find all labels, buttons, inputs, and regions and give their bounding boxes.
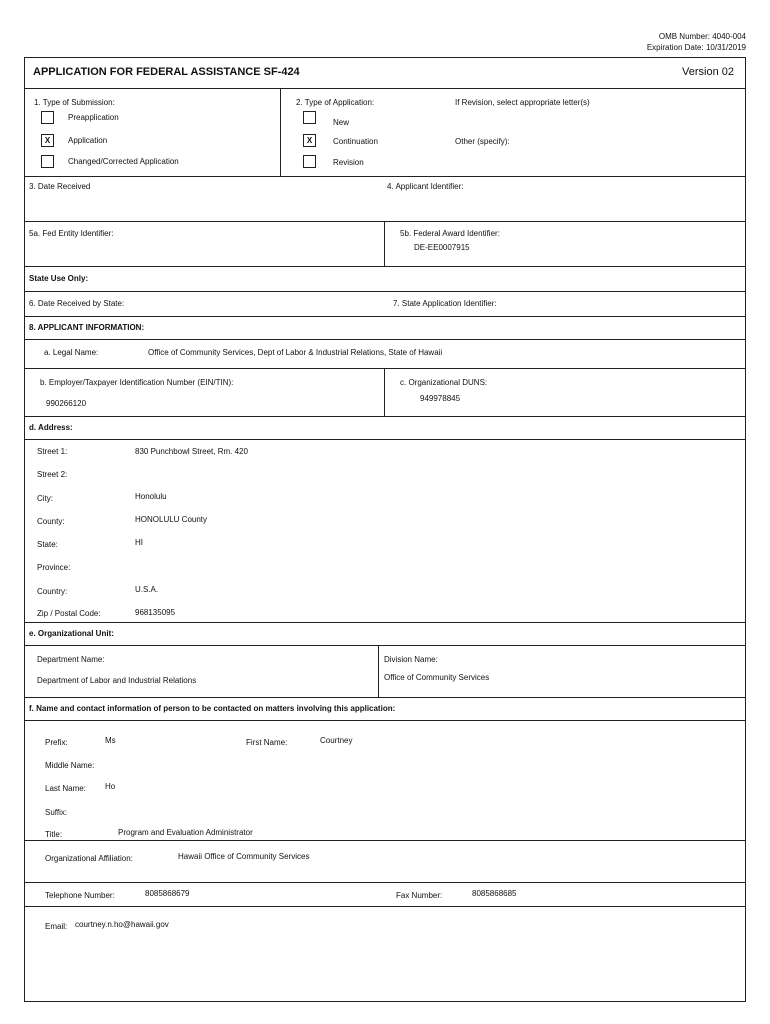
city-value: Honolulu — [135, 492, 167, 501]
country-label: Country: — [37, 587, 68, 596]
divider — [24, 697, 746, 698]
legal-name-value: Office of Community Services, Dept of Labor & Industrial Relations, State of Hawaii — [148, 348, 443, 357]
revision-letter-label: If Revision, select appropriate letter(s) — [455, 98, 590, 107]
other-specify-label: Other (specify): — [455, 137, 510, 146]
telephone-value: 8085868679 — [145, 889, 190, 898]
suffix-label: Suffix: — [45, 808, 68, 817]
street1-value: 830 Punchbowl Street, Rm. 420 — [135, 447, 248, 456]
ein-label: b. Employer/Taxpayer Identification Number (EIN/TIN): — [40, 378, 234, 387]
first-name-label: First Name: — [246, 738, 288, 747]
title-value: Program and Evaluation Administrator — [118, 828, 253, 837]
prefix-value: Ms — [105, 736, 116, 745]
state-label: State: — [37, 540, 58, 549]
first-name-value: Courtney — [320, 736, 353, 745]
country-value: U.S.A. — [135, 585, 159, 594]
street2-label: Street 2: — [37, 470, 68, 479]
divider — [24, 316, 746, 317]
column-divider — [384, 368, 385, 416]
division-label: Division Name: — [384, 655, 438, 664]
divider — [24, 266, 746, 267]
divider — [24, 840, 746, 841]
column-divider — [378, 645, 379, 697]
department-label: Department Name: — [37, 655, 105, 664]
application-checkbox[interactable]: X — [41, 134, 54, 147]
email-value: courtney.n.ho@hawaii.gov — [75, 920, 169, 929]
province-label: Province: — [37, 563, 71, 572]
divider — [24, 416, 746, 417]
org-unit-heading: e. Organizational Unit: — [29, 629, 114, 638]
division-value: Office of Community Services — [384, 673, 490, 682]
date-received-label: 3. Date Received — [29, 182, 91, 191]
city-label: City: — [37, 494, 53, 503]
affiliation-label: Organizational Affiliation: — [45, 854, 133, 863]
street1-label: Street 1: — [37, 447, 68, 456]
state-value: HI — [135, 538, 143, 547]
fed-award-label: 5b. Federal Award Identifier: — [400, 229, 500, 238]
county-label: County: — [37, 517, 65, 526]
divider — [24, 622, 746, 623]
application-type-label: 2. Type of Application: — [296, 98, 375, 107]
submission-type-label: 1. Type of Submission: — [34, 98, 115, 107]
divider — [24, 645, 746, 646]
preapplication-label: Preapplication — [68, 113, 119, 122]
department-value: Department of Labor and Industrial Relations — [37, 676, 197, 685]
divider — [24, 291, 746, 292]
middle-name-label: Middle Name: — [45, 761, 95, 770]
applicant-info-heading: 8. APPLICANT INFORMATION: — [29, 323, 145, 332]
omb-number: OMB Number: 4040-004 — [658, 32, 746, 41]
column-divider — [384, 221, 385, 266]
contact-heading: f. Name and contact information of person to be contacted on matters involving this application: — [29, 704, 396, 713]
divider — [24, 368, 746, 369]
fed-award-value: DE-EE0007915 — [414, 243, 470, 252]
revision-label: Revision — [333, 158, 364, 167]
divider — [24, 720, 746, 721]
changed-application-label: Changed/Corrected Application — [68, 157, 179, 166]
form-version: Version 02 — [682, 66, 734, 78]
address-heading: d. Address: — [29, 423, 73, 432]
fax-value: 8085868685 — [472, 889, 517, 898]
divider — [24, 339, 746, 340]
legal-name-label: a. Legal Name: — [44, 348, 99, 357]
last-name-value: Ho — [105, 782, 116, 791]
revision-checkbox[interactable] — [303, 155, 316, 168]
fax-label: Fax Number: — [396, 891, 443, 900]
divider — [24, 88, 746, 89]
zip-label: Zip / Postal Code: — [37, 609, 101, 618]
preapplication-checkbox[interactable] — [41, 111, 54, 124]
fed-entity-label: 5a. Fed Entity Identifier: — [29, 229, 114, 238]
last-name-label: Last Name: — [45, 784, 86, 793]
duns-label: c. Organizational DUNS: — [400, 378, 488, 387]
telephone-label: Telephone Number: — [45, 891, 115, 900]
divider — [24, 906, 746, 907]
divider — [24, 882, 746, 883]
changed-application-checkbox[interactable] — [41, 155, 54, 168]
expiration-date: Expiration Date: 10/31/2019 — [646, 43, 746, 52]
state-app-id-label: 7. State Application Identifier: — [393, 299, 497, 308]
divider — [24, 176, 746, 177]
new-checkbox[interactable] — [303, 111, 316, 124]
duns-value: 949978845 — [420, 394, 461, 403]
ein-value: 990266120 — [46, 399, 87, 408]
county-value: HONOLULU County — [135, 515, 208, 524]
title-label: Title: — [45, 830, 63, 839]
divider — [24, 221, 746, 222]
continuation-label: Continuation — [333, 137, 378, 146]
state-date-label: 6. Date Received by State: — [29, 299, 125, 308]
email-label: Email: — [45, 922, 68, 931]
prefix-label: Prefix: — [45, 738, 68, 747]
new-label: New — [333, 118, 350, 127]
state-use-heading: State Use Only: — [29, 274, 89, 283]
form-title: APPLICATION FOR FEDERAL ASSISTANCE SF-424 — [33, 66, 300, 78]
zip-value: 968135095 — [135, 608, 176, 617]
affiliation-value: Hawaii Office of Community Services — [178, 852, 310, 861]
divider — [24, 439, 746, 440]
applicant-identifier-label: 4. Applicant Identifier: — [387, 182, 464, 191]
application-label: Application — [68, 136, 108, 145]
column-divider — [280, 88, 281, 176]
continuation-checkbox[interactable]: X — [303, 134, 316, 147]
